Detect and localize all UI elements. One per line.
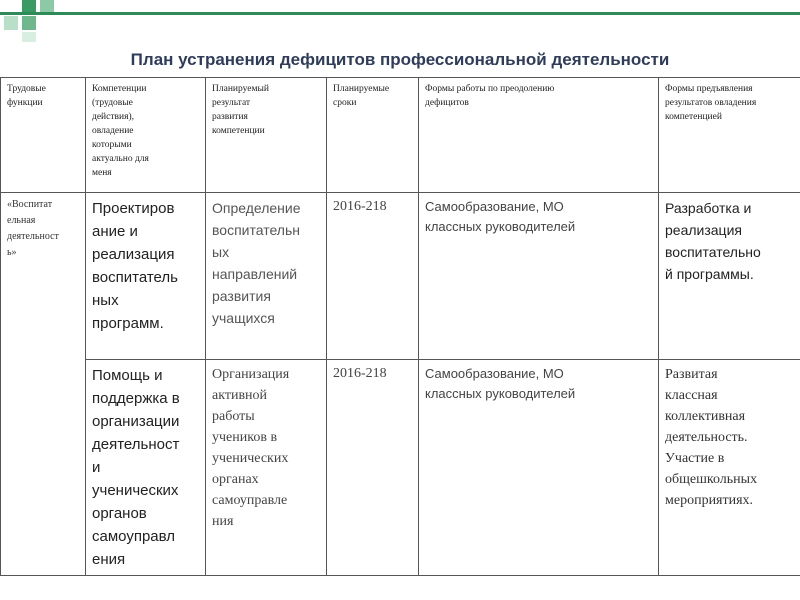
table-row [1, 360, 800, 576]
page-title: План устранения дефицитов профессиональной деятельности [130, 50, 670, 69]
deficit-plan-table [0, 77, 800, 576]
work-forms-cell: Самообразование, МО классных руководителей [419, 193, 659, 360]
header-planned-terms: Планируемые сроки [327, 78, 419, 193]
header-competences: Компетенции (трудовые действия), овладение которыми актуально для меня [86, 78, 206, 193]
header-presentation-forms: Формы предъявления результатов овладения компетенцией [659, 78, 800, 193]
header-functions: Трудовые функции [1, 78, 86, 193]
table-row [1, 193, 800, 360]
presentation-cell: Развитая классная коллективная деятельность. Участие в общешкольных мероприятиях. [659, 360, 800, 576]
competence-cell: Помощь и поддержка в организации деятельност и ученических органов самоуправл ения [86, 360, 206, 576]
labor-function-cell: «Воспитат ельная деятельност ь» [1, 193, 86, 576]
result-cell: Организация активной работы учеников в ученических органах самоуправле ния [206, 360, 327, 576]
result-cell: Определение воспитательн ых направлений развития учащихся [206, 193, 327, 360]
term-cell: 2016-218 [327, 193, 419, 360]
competence-cell: Проектиров ание и реализация воспитатель ных программ. [86, 193, 206, 360]
header-planned-result: Планируемый результат развития компетенции [206, 78, 327, 193]
header-work-forms: Формы работы по преодолению дефицитов [419, 78, 659, 193]
presentation-cell: Разработка и реализация воспитательно й программы. [659, 193, 800, 360]
term-cell: 2016-218 [327, 360, 419, 576]
header-line [0, 12, 800, 15]
table-header-row [1, 78, 800, 193]
decorative-squares [0, 0, 70, 45]
work-forms-cell: Самообразование, МО классных руководителей [419, 360, 659, 576]
